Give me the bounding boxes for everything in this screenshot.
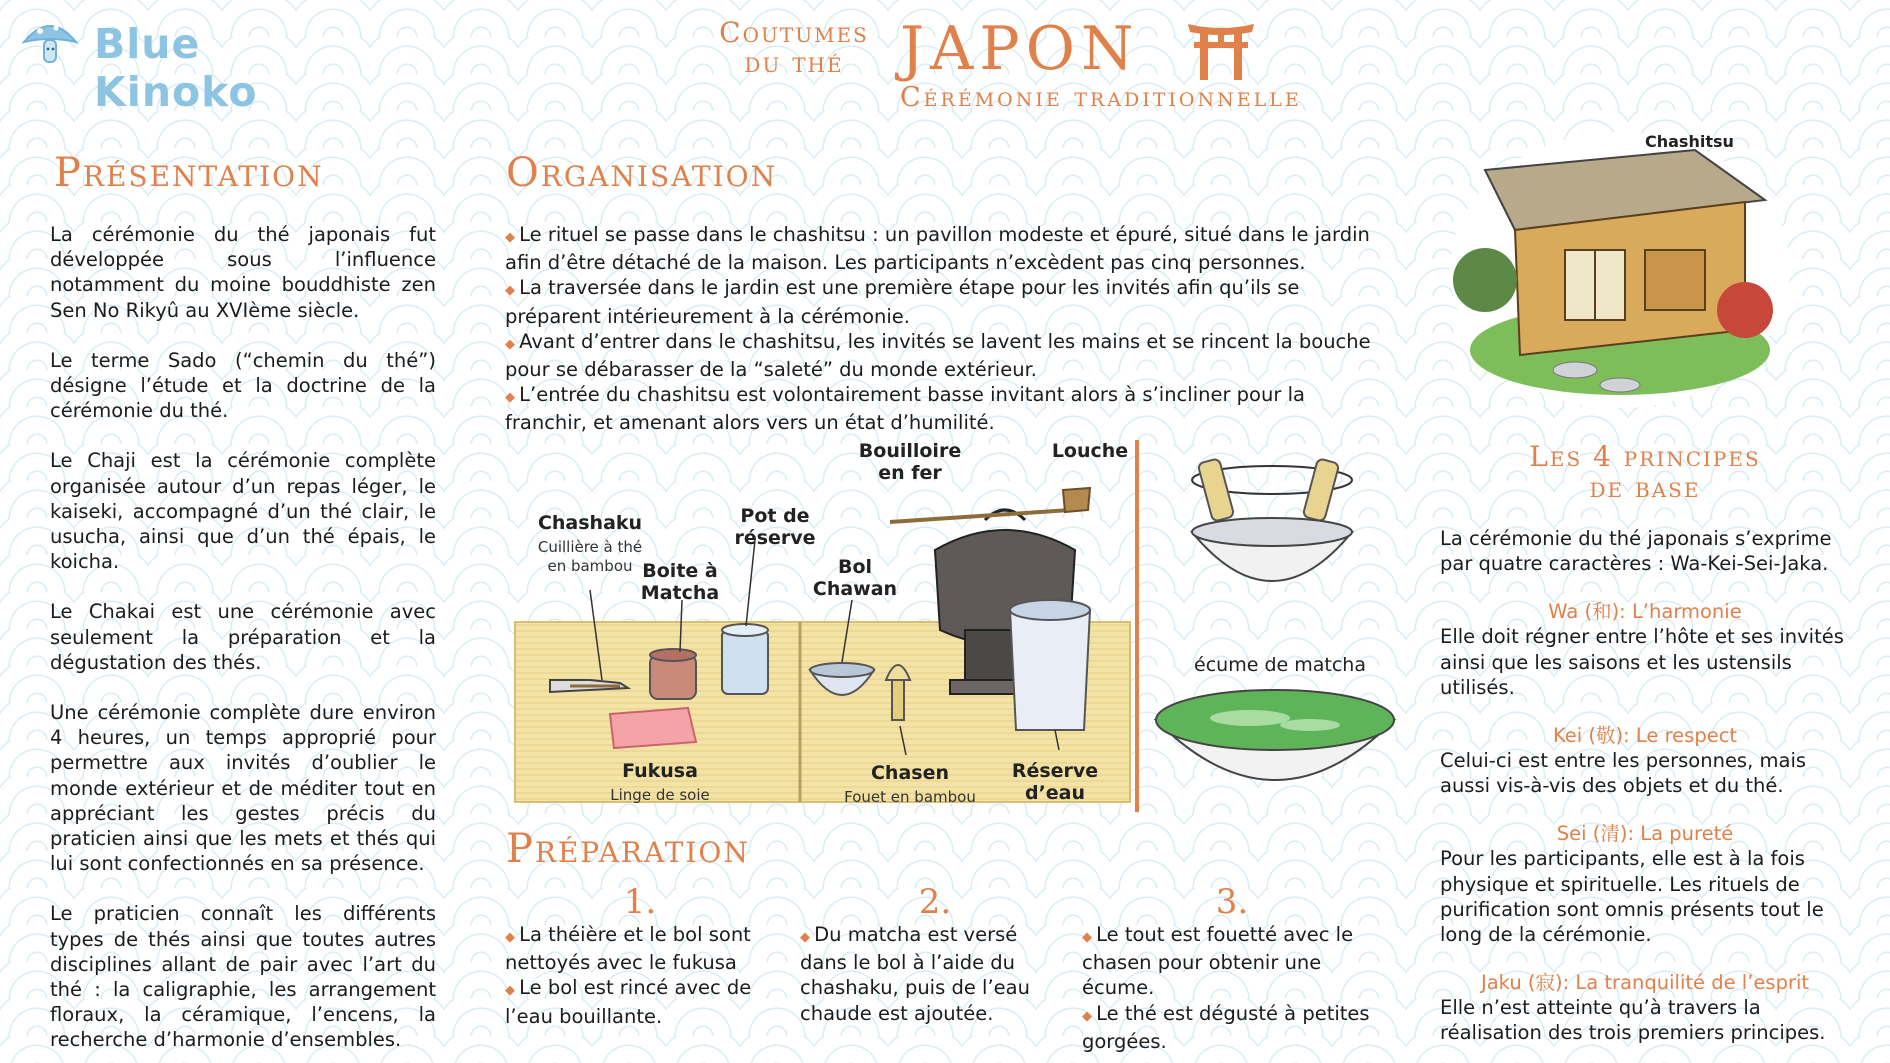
principes-title-line1: Les 4 principes [1529,440,1761,473]
principes-intro: La cérémonie du thé japonais s’exprime par quatre caractères : Wa-Kei-Sei-Jaka. [1440,527,1832,576]
brand-logo [18,14,338,116]
presentation-paragraph-2: Le terme Sado (“chemin du thé”) désigne l’étude et la doctrine de la cérémonie du thé. [50,348,436,423]
principe-title-jaku: Jaku (寂): La tranquilité de l’esprit [1480,971,1810,995]
step-item: ◆ Le thé est dégusté à petites gorgées. [1082,1001,1382,1054]
principes-section [1440,440,1850,1046]
step-number: 2. [918,882,952,922]
presentation-paragraph-5: Une cérémonie complète dure environ 4 heures, un temps approprié pour permettre aux invités d’oublier le monde extérieur et de méditer tout en appréciant les gestes précis du praticien ainsi que les mets et thés qui lui sont confectionnés en sa présence. [50,701,436,876]
header-subtitle: Cérémonie traditionnelle [900,82,1302,113]
label-chasen-sub: Fouet en bambou [844,788,976,806]
header-kicker-line2: du thé [744,46,844,79]
header-title: JAPON [900,14,1140,84]
principes-title-line2: de base [1589,471,1701,504]
label-bol: Bol Chawan [812,556,898,600]
label-bouilloire: Bouilloire en fer [858,440,962,484]
torii-gate-icon [1186,18,1256,80]
organisation-item-4: ◆ L’entrée du chashitsu est volontairement basse invitant alors à s’incliner pour la franchir, et amenant alors vers un état d’humilité. [505,382,1380,435]
principe-title-kei: Kei (敬): Le respect [1552,724,1738,748]
label-chashaku-sub: Cuillière à thé en bambou [537,538,643,575]
organisation-item-3: ◆ Avant d’entrer dans le chashitsu, les invités se lavent les mains et se rincent la bouche pour se débarasser de la “saleté” du monde extérieur. [505,329,1380,382]
label-boite: Boite à Matcha [640,560,720,604]
organisation-item-2: ◆ La traversée dans le jardin est une première étape pour les invités afin qu’ils se préparent intérieurement à la cérémonie. [505,275,1380,328]
principe-text-jaku: Elle n’est atteinte qu’à travers la réalisation des trois premiers principes. [1440,996,1826,1045]
chashitsu-illustration [1445,110,1795,410]
tea-house-drawing [1445,110,1795,410]
principe-title-sei: Sei (清): La pureté [1556,822,1734,846]
label-chasen: Chasen [870,762,949,784]
presentation-paragraph-3: Le Chaji est la cérémonie complète organisée autour d’un repas léger, le kaiseki, accompagné d’un thé clair, le usucha, ainsi que d’un thé épais, le koicha. [50,449,436,574]
principe-title-wa: Wa (和): L’harmonie [1548,600,1742,624]
step-number: 3. [1215,882,1249,922]
presentation-column [50,222,436,1053]
step-item: ◆ Le bol est rincé avec de l’eau bouillante. [505,975,775,1028]
presentation-paragraph-1: La cérémonie du thé japonais fut développée sous l’influence notamment du moine bouddhiste zen Sen No Rikyû au XVIème siècle. [50,223,436,322]
label-chashitsu: Chashitsu [1645,132,1734,151]
organisation-item-1: ◆ Le rituel se passe dans le chashitsu : un pavillon modeste et épuré, situé dans le jardin afin d’être détaché de la maison. Les participants n’excèdent pas cinq personnes. [505,222,1380,275]
label-louche: Louche [1051,440,1129,462]
mushroom-icon [18,16,82,74]
presentation-heading: Présentation [54,150,324,196]
preparation-heading: Préparation [506,826,750,872]
organisation-heading: Organisation [506,150,778,196]
principe-text-wa: Elle doit régner entre l’hôte et ses invités ainsi que les saisons et les ustensils utilisés. [1440,625,1844,699]
label-pot: Pot de réserve [734,505,816,549]
matcha-bowls-drawing [1150,440,1410,820]
presentation-paragraph-4: Le Chakai est une cérémonie avec seulement la préparation et la dégustation des thés. [50,600,436,674]
label-ecume: écume de matcha [1194,654,1366,676]
preparation-step-1 [505,882,775,1029]
label-fukusa: Fukusa [622,760,698,782]
organisation-list [505,222,1380,436]
preparation-step-2 [800,882,1070,1026]
matcha-illustration [1150,440,1410,820]
header [690,10,1330,113]
step-item: ◆ Le tout est fouetté avec le chasen pour obtenir une écume. [1082,922,1382,1001]
brand-name: Blue Kinoko [94,20,258,116]
preparation-step-3 [1082,882,1382,1054]
preparation-steps [505,882,1385,1052]
label-reserve: Réserve d’eau [1011,760,1099,804]
label-fukusa-sub: Linge de soie [610,786,710,804]
presentation-paragraph-6: Le praticien connaît les différents types de thés ainsi que toutes autres disciplines allant de pair avec l’art du thé : la caligraphie, les arrangement floraux, la céramique, l’encens, la recherche d’harmonie d’ensembles. [50,902,436,1052]
header-kicker-line1: Coutumes [719,16,869,49]
illustration-divider [1135,440,1139,812]
step-item: ◆ Du matcha est versé dans le bol à l’aide du chashaku, puis de l’eau chaude est ajoutée. [800,922,1070,1026]
principe-text-sei: Pour les participants, elle est à la fois physique et spirituelle. Les rituels de purification sont omnis présents tout le long de la cérémonie. [1440,847,1824,947]
step-number: 1. [623,882,657,922]
utensils-illustration [510,430,1140,820]
label-chashaku: Chashaku [537,512,643,534]
principe-text-kei: Celui-ci est entre les personnes, mais aussi vis-à-vis des objets et du thé. [1440,749,1807,798]
step-item: ◆ La théière et le bol sont nettoyés avec le fukusa [505,922,775,975]
